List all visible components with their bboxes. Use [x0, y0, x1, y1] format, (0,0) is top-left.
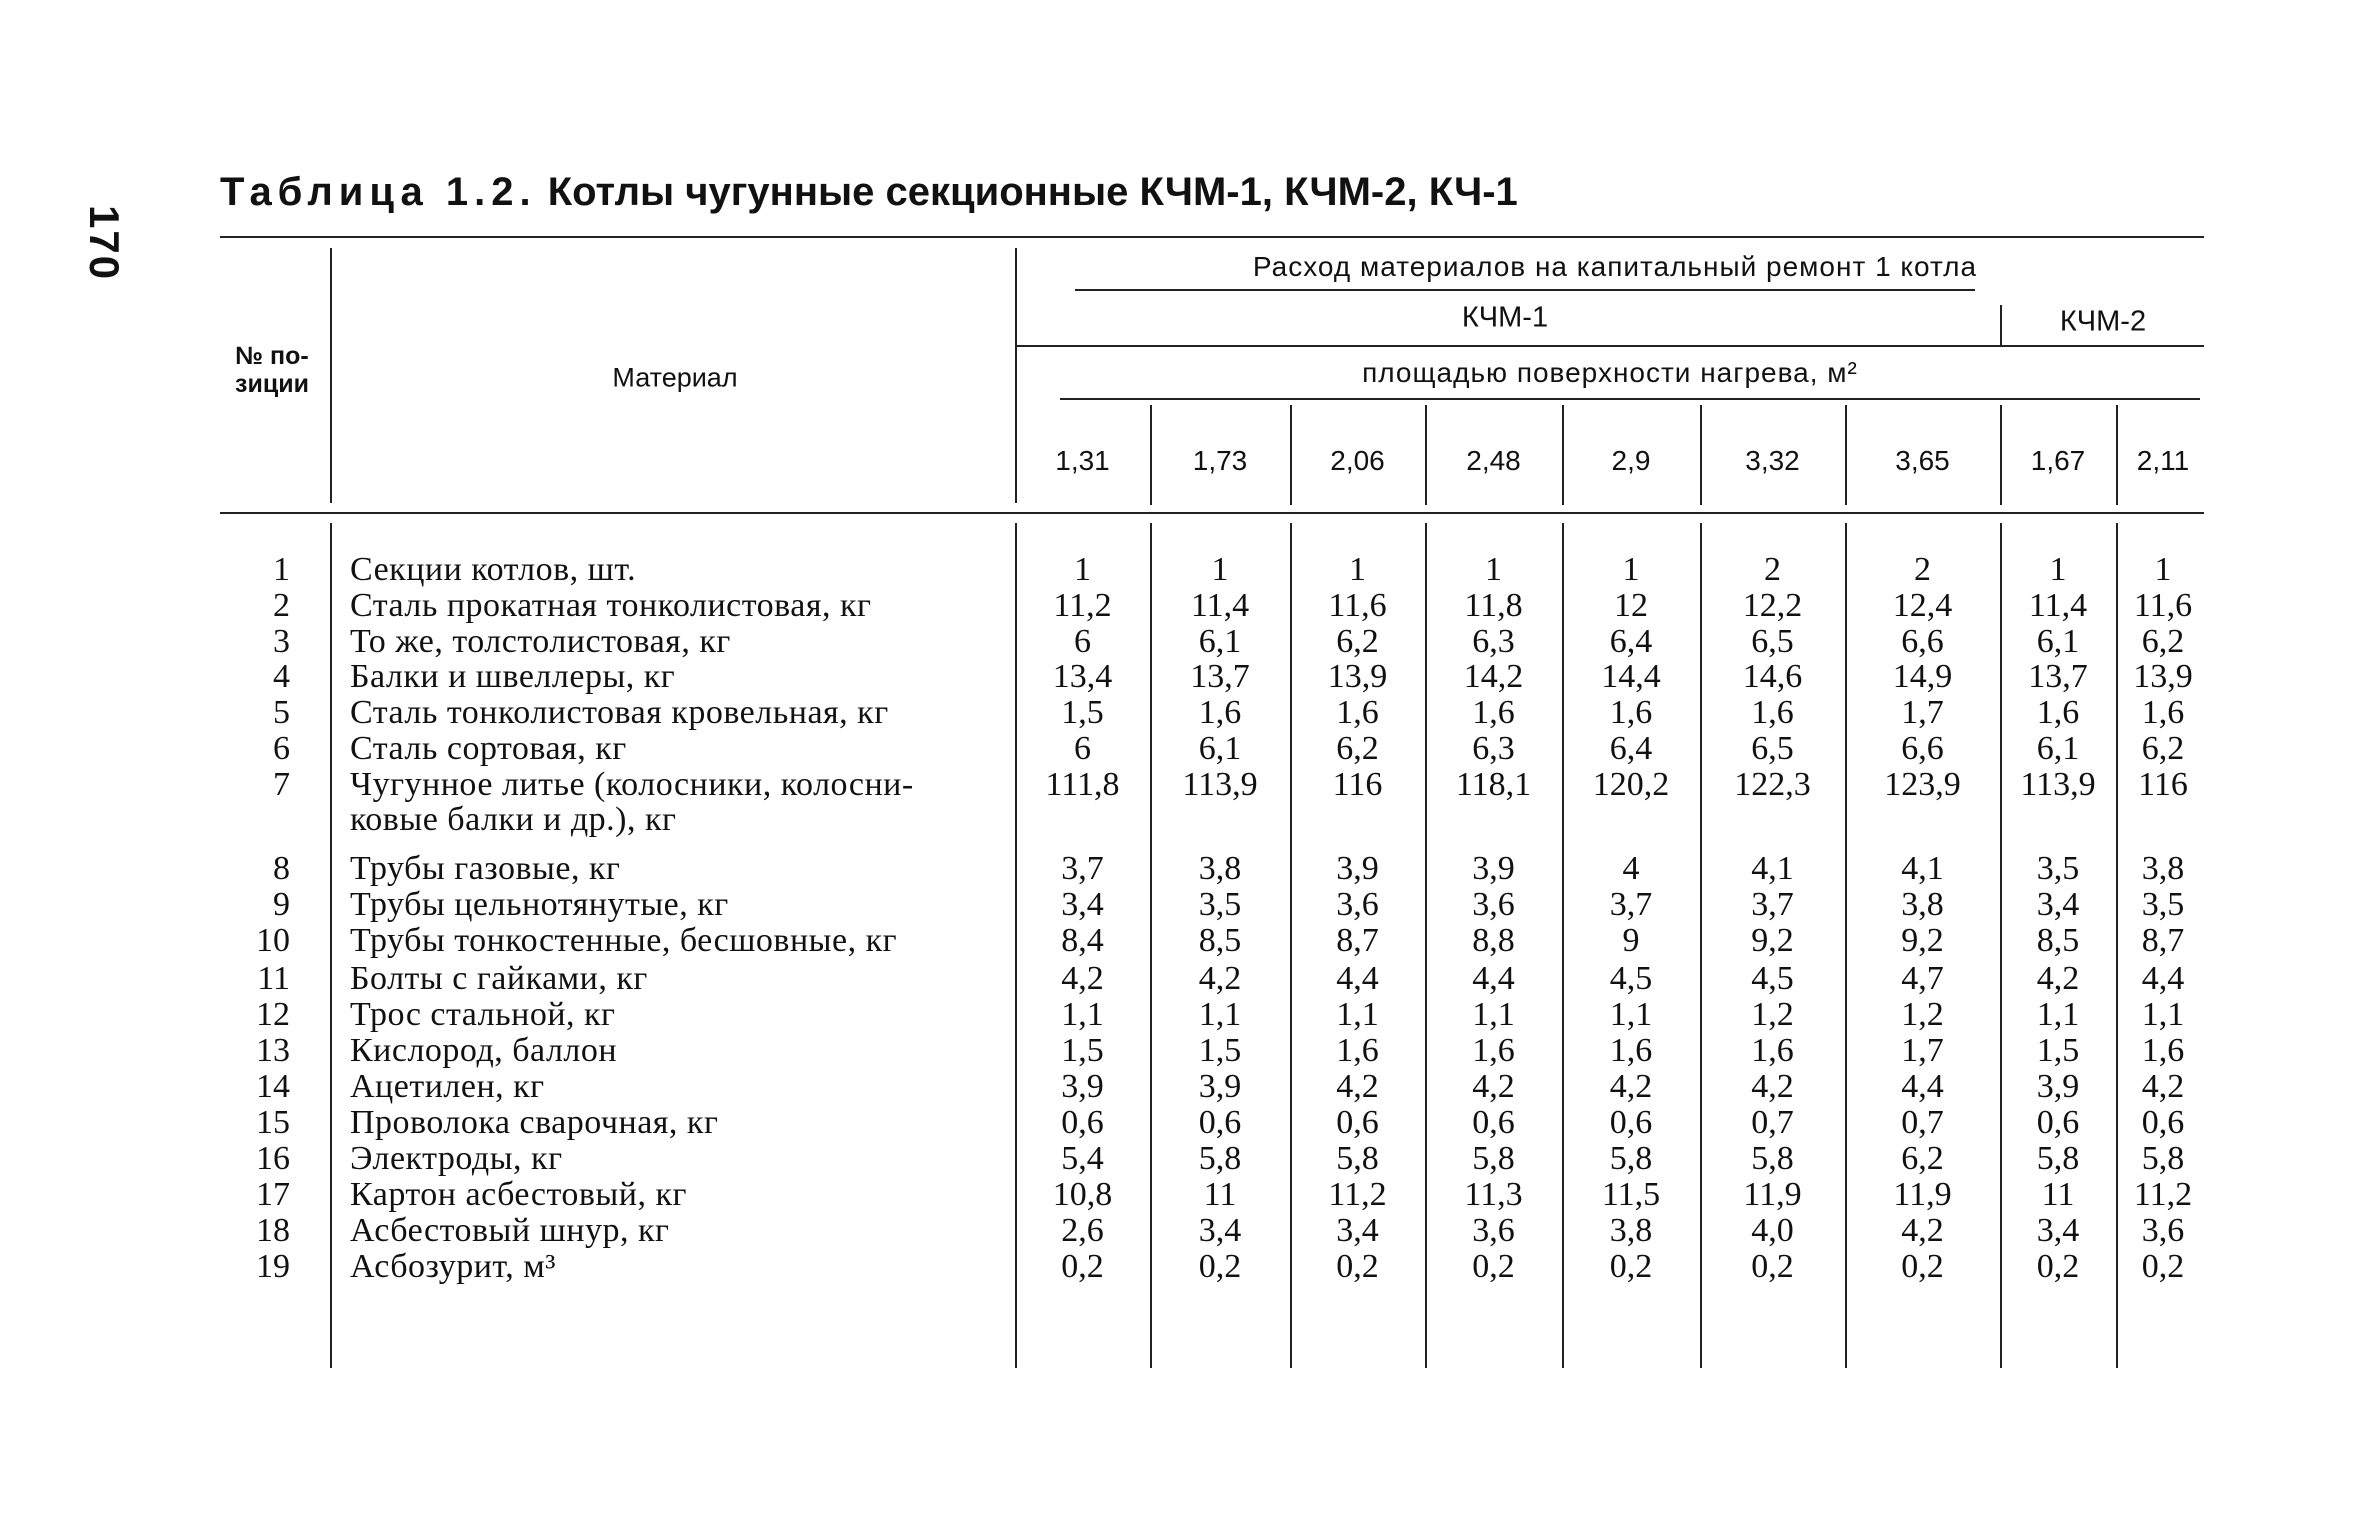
material-name: Сталь сортовая, кг	[350, 730, 627, 767]
table-cell-value: 1	[1622, 551, 1640, 588]
value-col-rule	[1290, 405, 1292, 505]
material-name: Трос стальной, кг	[350, 996, 616, 1033]
consumption-header: Расход материалов на капитальный ремонт 1 котла	[1252, 251, 1978, 282]
position-number: 16	[256, 1140, 290, 1177]
material-name: ковые балки и др.), кг	[350, 801, 677, 838]
table-cell-value: 1,5	[1061, 694, 1104, 731]
table-cell-value: 4,2	[1198, 960, 1242, 997]
table-cell-value: 113,9	[2020, 766, 2096, 803]
position-number: 7	[273, 766, 290, 803]
table-cell-value: 3,7	[1061, 850, 1104, 887]
table-cell-value: 1,1	[2036, 996, 2080, 1033]
surface-area-column-header: 1,31	[1055, 445, 1110, 476]
table-cell-value: 120,2	[1592, 766, 1670, 803]
table-cell-value: 118,1	[1455, 766, 1532, 803]
value-col-rule	[2000, 405, 2002, 505]
table-cell-value: 14,2	[1463, 658, 1524, 695]
material-name: Кислород, баллон	[350, 1032, 618, 1069]
table-cell-value: 11,9	[1893, 1176, 1952, 1213]
table-cell-value: 3,8	[2141, 850, 2185, 887]
table-cell-value: 11,4	[1190, 587, 1250, 624]
table-cell-value: 1,6	[1609, 1032, 1653, 1069]
table-cell-value: 6,2	[2141, 623, 2185, 660]
table-cell-value: 6,1	[1198, 623, 1242, 660]
table-cell-value: 8,7	[1336, 922, 1379, 959]
table-cell-value: 3,4	[1061, 886, 1104, 923]
material-name: Трубы газовые, кг	[350, 850, 621, 887]
group-divider	[2000, 305, 2002, 345]
position-number: 2	[273, 587, 290, 624]
position-number: 11	[257, 960, 290, 997]
table-cell-value: 3,6	[2141, 1212, 2185, 1249]
table-cell-value: 2,6	[1061, 1212, 1104, 1249]
value-col-rule-body	[1700, 523, 1702, 1368]
table-cell-value: 4,2	[2036, 960, 2080, 997]
table-cell-value: 2	[1914, 551, 1931, 588]
table-cell-value: 11	[2041, 1176, 2075, 1213]
table-cell-value: 6,6	[1901, 730, 1944, 767]
table-cell-value: 1,7	[1901, 694, 1944, 731]
table-cell-value: 4,2	[1061, 960, 1104, 997]
table-cell-value: 116	[1332, 766, 1383, 803]
position-number: 10	[256, 922, 290, 959]
surface-underline	[1060, 398, 2200, 400]
table-cell-value: 1	[1349, 551, 1366, 588]
table-cell-value: 1,1	[1061, 996, 1104, 1033]
table-cell-value: 1,6	[1198, 694, 1242, 731]
table-cell-value: 11,9	[1743, 1176, 1802, 1213]
table-cell-value: 5,8	[1751, 1140, 1794, 1177]
table-cell-value: 1,5	[1198, 1032, 1242, 1069]
table-cell-value: 1,6	[2141, 1032, 2185, 1069]
table-cell-value: 4,2	[2141, 1068, 2185, 1105]
table-cell-value: 6,5	[1751, 730, 1794, 767]
col-rule-position-body	[330, 523, 332, 1368]
surface-area-column-header: 3,65	[1895, 445, 1950, 476]
table-cell-value: 13,9	[1327, 658, 1388, 695]
table-title-label: Таблица 1.2.	[220, 170, 537, 214]
table-cell-value: 123,9	[1884, 766, 1961, 803]
material-name: Трубы цельнотянутые, кг	[350, 886, 729, 923]
table-cell-value: 14,6	[1742, 658, 1803, 695]
header-bottom-rule	[220, 512, 2204, 514]
table-cell-value: 1	[2154, 551, 2172, 588]
position-number: 6	[273, 730, 290, 767]
table-cell-value: 1,6	[2036, 694, 2080, 731]
table-cell-value: 3,8	[1198, 850, 1242, 887]
value-col-rule	[1700, 405, 1702, 505]
position-number: 5	[273, 694, 290, 731]
table-cell-value: 3,4	[1336, 1212, 1379, 1249]
table-cell-value: 6,1	[2036, 730, 2080, 767]
consumption-underline	[1075, 289, 1975, 291]
table-cell-value: 6,3	[1472, 623, 1515, 660]
table-cell-value: 4,2	[1609, 1068, 1653, 1105]
table-cell-value: 11,3	[1464, 1176, 1523, 1213]
material-name: Асбестовый шнур, кг	[350, 1212, 670, 1249]
table-cell-value: 11,6	[1328, 587, 1387, 624]
table-cell-value: 5,8	[1198, 1140, 1242, 1177]
material-name: Секции котлов, шт.	[350, 551, 637, 588]
table-cell-value: 1,1	[1336, 996, 1379, 1033]
surface-area-column-header: 2,06	[1330, 445, 1385, 476]
table-cell-value: 4,5	[1751, 960, 1794, 997]
table-cell-value: 3,9	[1336, 850, 1379, 887]
table-cell-value: 12	[1614, 587, 1648, 624]
table-cell-value: 6,4	[1609, 623, 1653, 660]
table-cell-value: 12,4	[1892, 587, 1953, 624]
material-name: Чугунное литье (колосники, колосни-	[350, 766, 914, 803]
table-cell-value: 12,2	[1742, 587, 1803, 624]
position-number: 17	[256, 1176, 290, 1213]
table-cell-value: 3,5	[2036, 850, 2080, 887]
table-cell-value: 6,2	[2141, 730, 2185, 767]
table-cell-value: 3,4	[2036, 1212, 2080, 1249]
table-cell-value: 1,6	[1336, 694, 1379, 731]
table-cell-value: 0,2	[1198, 1248, 1242, 1285]
table-cell-value: 14,4	[1601, 658, 1661, 695]
table-cell-value: 3,9	[2036, 1068, 2080, 1105]
value-col-rule-body	[1845, 523, 1847, 1368]
table-cell-value: 11,2	[2133, 1176, 2193, 1213]
table-cell-value: 13,7	[2028, 658, 2088, 695]
material-name: Болты с гайками, кг	[350, 960, 648, 997]
table-cell-value: 1,1	[1472, 996, 1515, 1033]
table-cell-value: 3,7	[1751, 886, 1794, 923]
table-cell-value: 9,2	[1751, 922, 1794, 959]
table-cell-value: 0,2	[2141, 1248, 2185, 1285]
table-cell-value: 14,9	[1892, 658, 1953, 695]
table-cell-value: 4,1	[1751, 850, 1794, 887]
position-number: 3	[273, 623, 290, 660]
table-cell-value: 6,4	[1609, 730, 1653, 767]
table-cell-value: 1,5	[2036, 1032, 2080, 1069]
table-cell-value: 13,9	[2133, 658, 2193, 695]
table-cell-value: 3,6	[1472, 886, 1515, 923]
table-cell-value: 8,7	[2141, 922, 2185, 959]
table-cell-value: 5,8	[2036, 1140, 2080, 1177]
table-cell-value: 11,6	[2133, 587, 2193, 624]
table-cell-value: 0,2	[1472, 1248, 1515, 1285]
value-col-rule-body	[1562, 523, 1564, 1368]
table-cell-value: 3,5	[2141, 886, 2185, 923]
position-number: 15	[256, 1104, 290, 1141]
table-cell-value: 0,6	[1336, 1104, 1379, 1141]
table-cell-value: 1,1	[2141, 996, 2185, 1033]
table-cell-value: 5,4	[1061, 1140, 1104, 1177]
table-cell-value: 1,7	[1901, 1032, 1944, 1069]
table-cell-value: 1,6	[1336, 1032, 1379, 1069]
surface-area-column-header: 3,32	[1745, 445, 1800, 476]
table-cell-value: 6,2	[1336, 623, 1379, 660]
table-cell-value: 0,2	[1336, 1248, 1379, 1285]
table-cell-value: 3,7	[1609, 886, 1653, 923]
table-cell-value: 3,6	[1336, 886, 1379, 923]
table-cell-value: 6,3	[1472, 730, 1515, 767]
position-number: 1	[273, 551, 290, 588]
table-cell-value: 4,4	[1901, 1068, 1944, 1105]
table-cell-value: 0,2	[1901, 1248, 1944, 1285]
table-cell-value: 4,4	[1472, 960, 1515, 997]
position-number: 19	[256, 1248, 290, 1285]
surface-area-column-header: 1,67	[2030, 445, 2086, 476]
table-cell-value: 2	[1764, 551, 1781, 588]
table-cell-value: 0,6	[1472, 1104, 1515, 1141]
table-cell-value: 5,8	[2141, 1140, 2185, 1177]
table-cell-value: 1,1	[1609, 996, 1653, 1033]
table-cell-value: 0,6	[1609, 1104, 1653, 1141]
group-underline	[1015, 345, 2204, 347]
surface-area-column-header: 1,73	[1192, 445, 1248, 476]
table-cell-value: 3,4	[2036, 886, 2080, 923]
table-cell-value: 116	[2138, 766, 2188, 803]
table-cell-value: 4,4	[1336, 960, 1379, 997]
material-name: Картон асбестовый, кг	[350, 1176, 687, 1213]
table-cell-value: 0,7	[1751, 1104, 1794, 1141]
position-number: 14	[256, 1068, 290, 1105]
table-cell-value: 122,3	[1734, 766, 1811, 803]
table-title-text: Котлы чугунные секционные КЧМ-1, КЧМ-2, КЧ-1	[547, 170, 1518, 214]
table-cell-value: 4,5	[1609, 960, 1653, 997]
group-header-kchm2: КЧМ-2	[2059, 305, 2147, 338]
position-number: 12	[256, 996, 290, 1033]
col-rule-material	[1015, 248, 1017, 503]
value-col-rule	[1425, 405, 1427, 505]
table-cell-value: 3,6	[1472, 1212, 1515, 1249]
table-cell-value: 6,6	[1901, 623, 1944, 660]
table-cell-value: 4,4	[2141, 960, 2185, 997]
table-cell-value: 6	[1074, 623, 1091, 660]
table-cell-value: 4,2	[1336, 1068, 1379, 1105]
table-cell-value: 11,4	[2028, 587, 2088, 624]
value-col-rule	[1150, 405, 1152, 505]
table-cell-value: 0,6	[2141, 1104, 2185, 1141]
table-cell-value: 10,8	[1052, 1176, 1113, 1213]
value-col-rule	[1845, 405, 1847, 505]
header-top-rule	[220, 236, 2204, 238]
table-cell-value: 1,6	[1609, 694, 1653, 731]
table-cell-value: 11,2	[1053, 587, 1112, 624]
table-cell-value: 1,6	[1472, 694, 1515, 731]
table-cell-value: 0,6	[2036, 1104, 2080, 1141]
value-col-rule-body	[2116, 523, 2118, 1368]
material-name: Балки и швеллеры, кг	[350, 658, 676, 695]
table-cell-value: 6,1	[2036, 623, 2080, 660]
surface-area-column-header: 2,11	[2136, 445, 2190, 476]
material-name: То же, толстолистовая, кг	[350, 623, 731, 660]
material-name: Трубы тонкостенные, бесшовные, кг	[350, 922, 898, 959]
material-name: Сталь прокатная тонколистовая, кг	[350, 587, 872, 624]
table-cell-value: 6,1	[1198, 730, 1242, 767]
table-cell-value: 13,7	[1190, 658, 1250, 695]
table-cell-value: 3,9	[1198, 1068, 1242, 1105]
material-name: Проволока сварочная, кг	[350, 1104, 719, 1141]
table-cell-value: 6,2	[1336, 730, 1379, 767]
surface-area-column-header: 2,9	[1611, 445, 1651, 476]
materials-table	[220, 228, 2204, 1368]
table-cell-value: 1	[1211, 551, 1229, 588]
material-name: Ацетилен, кг	[350, 1068, 545, 1105]
table-cell-value: 8,5	[2036, 922, 2080, 959]
table-cell-value: 11,2	[1328, 1176, 1387, 1213]
material-name: Сталь тонколистовая кровельная, кг	[350, 694, 889, 731]
table-cell-value: 11,8	[1464, 587, 1523, 624]
table-cell-value: 8,8	[1472, 922, 1515, 959]
material-name: Электроды, кг	[350, 1140, 563, 1177]
table-cell-value: 0,6	[1061, 1104, 1104, 1141]
table-cell-value: 3,4	[1198, 1212, 1242, 1249]
table-cell-value: 4,1	[1901, 850, 1944, 887]
table-cell-value: 3,9	[1472, 850, 1515, 887]
position-header-line1: № по-	[235, 342, 309, 370]
value-col-rule	[2116, 405, 2118, 505]
table-cell-value: 1,2	[1901, 996, 1944, 1033]
table-cell-value: 1,5	[1061, 1032, 1104, 1069]
material-name: Асбозурит, м³	[350, 1248, 556, 1285]
position-number: 8	[273, 850, 290, 887]
table-cell-value: 0,6	[1198, 1104, 1242, 1141]
table-cell-value: 6	[1074, 730, 1091, 767]
table-cell-value: 4,2	[1472, 1068, 1515, 1105]
table-cell-value: 6,2	[1901, 1140, 1944, 1177]
table-cell-value: 3,9	[1061, 1068, 1104, 1105]
col-rule-material-body	[1015, 523, 1017, 1368]
table-cell-value: 1	[2049, 551, 2067, 588]
value-col-rule-body	[1290, 523, 1292, 1368]
table-cell-value: 5,8	[1472, 1140, 1515, 1177]
table-cell-value: 0,2	[1751, 1248, 1794, 1285]
position-column-header	[235, 342, 309, 398]
table-cell-value: 113,9	[1182, 766, 1258, 803]
value-col-rule-body	[1150, 523, 1152, 1368]
table-cell-value: 4	[1622, 850, 1640, 887]
table-cell-value: 4,2	[1901, 1212, 1944, 1249]
table-cell-value: 4,7	[1901, 960, 1944, 997]
table-cell-value: 0,2	[1061, 1248, 1104, 1285]
value-col-rule-body	[2000, 523, 2002, 1368]
table-cell-value: 8,5	[1198, 922, 1242, 959]
table-cell-value: 0,2	[1609, 1248, 1653, 1285]
table-cell-value: 11,5	[1601, 1176, 1661, 1213]
col-rule-position	[330, 248, 332, 503]
material-column-header: Материал	[612, 362, 738, 393]
table-cell-value: 6,5	[1751, 623, 1794, 660]
table-cell-value: 111,8	[1045, 766, 1120, 803]
surface-area-column-header: 2,48	[1466, 445, 1521, 476]
table-cell-value: 1,6	[1751, 1032, 1794, 1069]
value-col-rule	[1562, 405, 1564, 505]
position-number: 18	[256, 1212, 290, 1249]
table-cell-value: 9,2	[1901, 922, 1944, 959]
table-cell-value: 1,6	[1751, 694, 1794, 731]
table-cell-value: 5,8	[1336, 1140, 1379, 1177]
table-cell-value: 1,6	[1472, 1032, 1515, 1069]
table-cell-value: 13,4	[1052, 658, 1113, 695]
table-cell-value: 5,8	[1609, 1140, 1653, 1177]
page-number: 170	[81, 205, 128, 282]
table-cell-value: 3,5	[1198, 886, 1242, 923]
position-number: 13	[256, 1032, 290, 1069]
group-header-kchm1: КЧМ-1	[1461, 301, 1549, 334]
table-cell-value: 0,7	[1901, 1104, 1944, 1141]
table-cell-value: 1	[1485, 551, 1502, 588]
table-cell-value: 4,0	[1751, 1212, 1794, 1249]
table-cell-value: 8,4	[1061, 922, 1104, 959]
table-cell-value: 3,8	[1901, 886, 1944, 923]
table-cell-value: 9	[1622, 922, 1640, 959]
position-header-line2: зиции	[235, 370, 309, 398]
table-cell-value: 1,1	[1198, 996, 1242, 1033]
table-cell-value: 1,6	[2141, 694, 2185, 731]
table-cell-value: 1,2	[1751, 996, 1794, 1033]
table-title	[220, 170, 1518, 215]
position-number: 4	[273, 658, 290, 695]
surface-header: площадью поверхности нагрева, м²	[1362, 357, 1858, 388]
value-col-rule-body	[1425, 523, 1427, 1368]
table-cell-value: 1	[1074, 551, 1091, 588]
table-cell-value: 11	[1203, 1176, 1237, 1213]
table-cell-value: 3,8	[1609, 1212, 1653, 1249]
table-cell-value: 4,2	[1751, 1068, 1794, 1105]
table-cell-value: 0,2	[2036, 1248, 2080, 1285]
position-number: 9	[273, 886, 290, 923]
